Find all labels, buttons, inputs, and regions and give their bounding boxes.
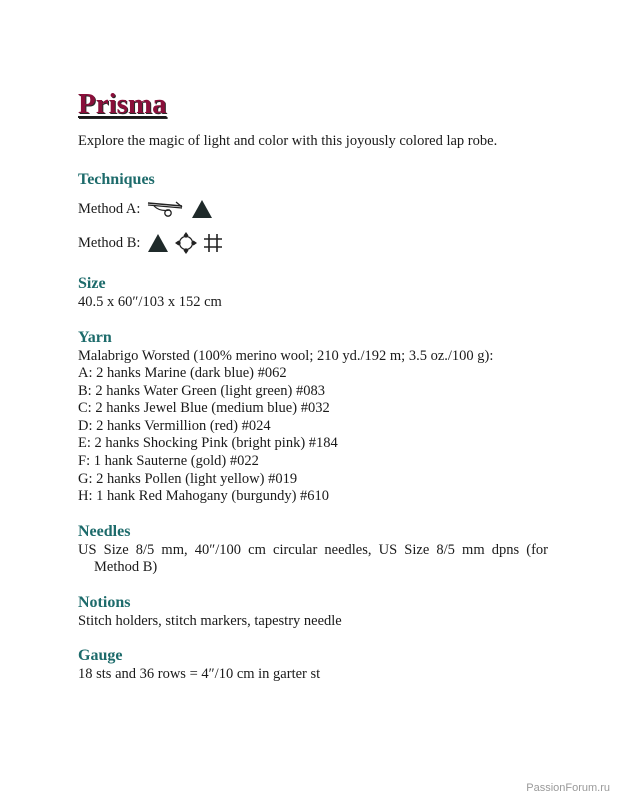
size-heading: Size [78,275,106,292]
spindle-icon [146,198,186,220]
notions-section [78,593,548,631]
list-item: C: 2 hanks Jewel Blue (medium blue) #032 [78,400,330,417]
gauge-heading: Gauge [78,647,123,665]
list-item: Malabrigo Worsted (100% merino wool; 210 yd./192 m; 3.5 oz./100 g): [78,347,494,364]
yarn-section [78,328,548,506]
size-section [78,274,548,312]
notions-text: Stitch holders, stitch markers, tapestry needle [78,612,342,629]
list-item: B: 2 hanks Water Green (light green) #083 [78,382,326,399]
gauge-text: 18 sts and 36 rows = 4″/10 cm in garter st [78,666,321,683]
list-item: H: 1 hank Red Mahogany (burgundy) #610 [78,488,330,505]
needles-heading: Needles [78,522,131,540]
size-text: 40.5 x 60″/103 x 152 cm [78,294,222,310]
diamond-circle-icon [174,231,198,255]
list-item: F: 1 hank Sauterne (gold) #022 [78,453,259,470]
list-item: G: 2 hanks Pollen (light yellow) #019 [78,470,298,487]
list-item: E: 2 hanks Shocking Pink (bright pink) #184 [78,435,338,452]
pattern-page [78,86,548,684]
method-a-label: Method A: [78,200,141,217]
notions-heading: Notions [78,593,131,611]
gauge-section [78,646,548,684]
triangle-icon [190,198,214,220]
pattern-intro: Explore the magic of light and color with this joyously colored lap robe. [78,133,498,149]
method-b-row [78,228,548,258]
yarn-list [78,348,548,506]
yarn-heading: Yarn [78,328,112,346]
needles-text: US Size 8/5 mm, 40″/100 cm circular needles, US Size 8/5 mm dpns (for Method B) [78,541,548,576]
pattern-title: Prisma [78,88,167,120]
method-b-label: Method B: [78,234,141,251]
method-a-row [78,194,548,224]
hash-grid-icon [202,232,224,254]
techniques-heading: Techniques [78,171,155,188]
list-item: A: 2 hanks Marine (dark blue) #062 [78,365,287,382]
triangle-icon [146,232,170,254]
needles-section [78,522,548,577]
list-item: D: 2 hanks Vermillion (red) #024 [78,417,271,434]
techniques-section [78,170,548,258]
watermark: PassionForum.ru [526,782,610,794]
